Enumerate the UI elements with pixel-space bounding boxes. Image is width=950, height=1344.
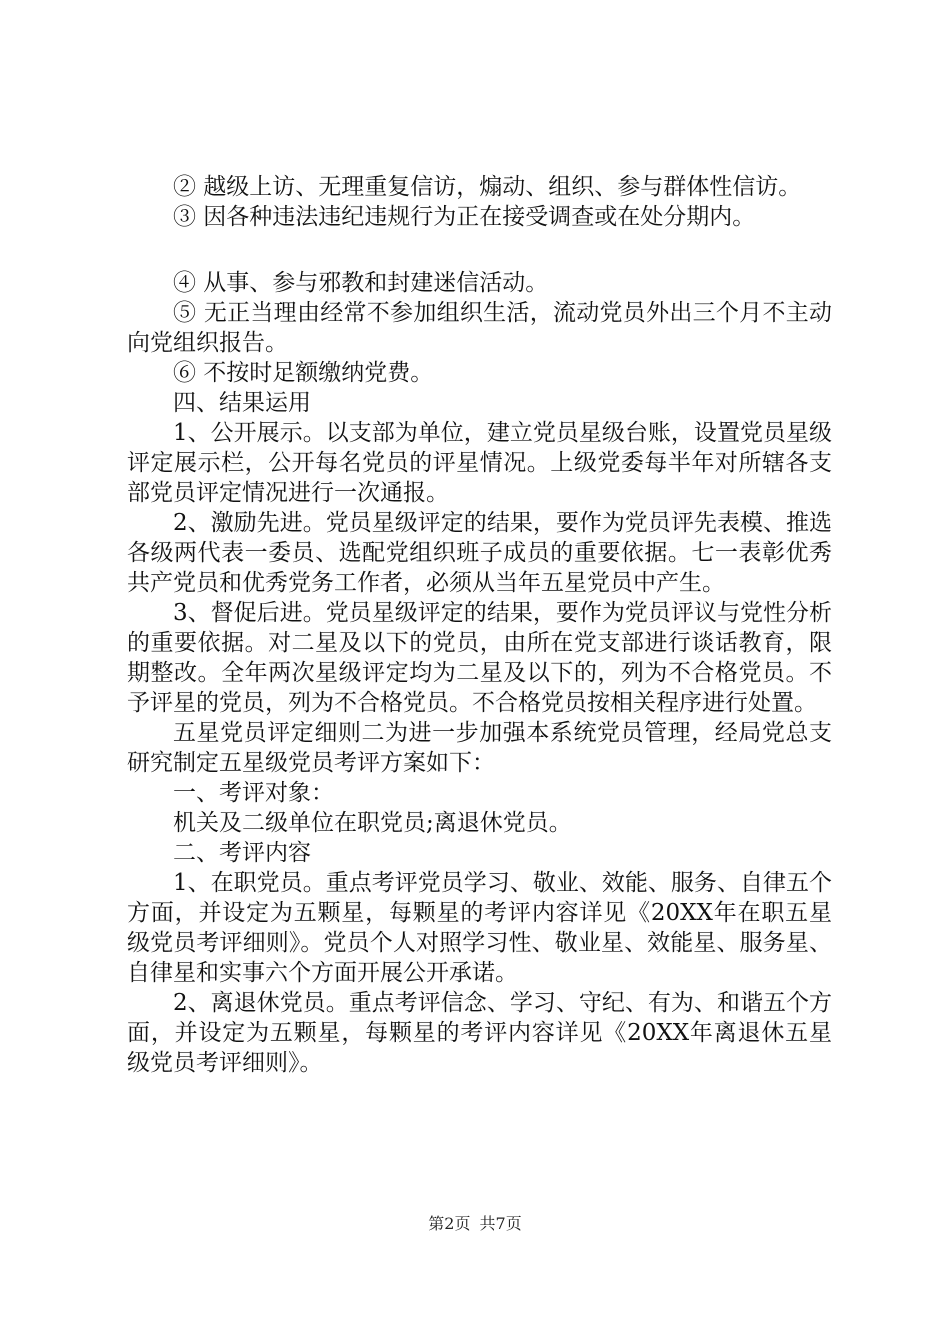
paragraph-retired-members: 2、离退休党员。重点考评信念、学习、守纪、有为、和谐五个方面，并设定为五颗星，每颗星的考评内容详见《20XX年离退休五星级党员考评细则》。 [127, 990, 832, 1076]
paragraph-item-6: ⑥ 不按时足额缴纳党费。 [173, 360, 434, 386]
paragraph-evaluation-target: 机关及二级单位在职党员;离退休党员。 [173, 810, 572, 836]
page-footer [0, 1214, 950, 1234]
page-number: 第2页 [428, 1214, 471, 1233]
paragraph-public-display: 1、公开展示。以支部为单位，建立党员星级台账，设置党员星级评定展示栏，公开每名党员的评星情况。上级党委每半年对所辖各支部党员评定情况进行一次通报。 [127, 420, 832, 506]
paragraph-item-2: ② 越级上访、无理重复信访，煽动、组织、参与群体性信访。 [173, 174, 802, 200]
paragraph-item-4: ④ 从事、参与邪教和封建迷信活动。 [173, 270, 549, 296]
section-heading-evaluation-content: 二、考评内容 [173, 840, 311, 866]
document-body [127, 172, 832, 1078]
section-heading-results: 四、结果运用 [173, 390, 311, 416]
paragraph-active-members: 1、在职党员。重点考评党员学习、敬业、效能、服务、自律五个方面，并设定为五颗星，每颗星的考评内容详见《20XX年在职五星级党员考评细则》。党员个人对照学习性、敬业星、效能星、服务星、自律星和实事六个方面开展公开承诺。 [127, 870, 832, 986]
paragraph-item-3: ③ 因各种违法违纪违规行为正在接受调查或在处分期内。 [173, 204, 756, 230]
page-total: 共7页 [479, 1214, 522, 1233]
paragraph-rules-two-intro: 五星党员评定细则二为进一步加强本系统党员管理，经局党总支研究制定五星级党员考评方案如下： [127, 720, 832, 776]
paragraph-encourage-advanced: 2、激励先进。党员星级评定的结果，要作为党员评先表模、推选各级两代表一委员、选配党组织班子成员的重要依据。七一表彰优秀共产党员和优秀党务工作者，必须从当年五星党员中产生。 [127, 510, 832, 596]
paragraph-item-5: ⑤ 无正当理由经常不参加组织生活，流动党员外出三个月不主动向党组织报告。 [127, 300, 832, 356]
paragraph-urge-backward: 3、督促后进。党员星级评定的结果，要作为党员评议与党性分析的重要依据。对二星及以下的党员，由所在党支部进行谈话教育，限期整改。全年两次星级评定均为二星及以下的，列为不合格党员。不予评星的党员，列为不合格党员。不合格党员按相关程序进行处置。 [127, 600, 832, 716]
section-heading-evaluation-target: 一、考评对象： [173, 780, 334, 806]
